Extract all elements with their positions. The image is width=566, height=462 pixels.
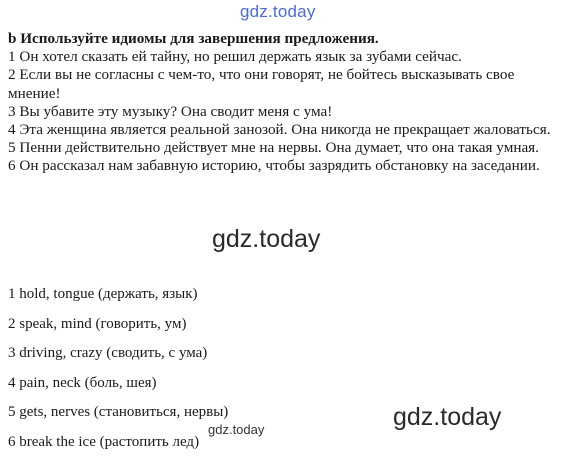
- answer-item-6: 6 break the ice (растопить лед): [8, 433, 560, 462]
- answer-item-2: 2 speak, mind (говорить, ум): [8, 315, 560, 345]
- watermark-middle: gdz.today: [212, 227, 320, 252]
- exercise-sentence-5: 5 Пенни действительно действует мне на нервы. Она думает, что она такая умная.: [8, 139, 560, 157]
- watermark-small: gdz.today: [208, 423, 264, 436]
- exercise-block: [8, 30, 560, 176]
- answer-item-3: 3 driving, crazy (сводить, с ума): [8, 344, 560, 374]
- watermark-bottom-right: gdz.today: [393, 405, 501, 430]
- exercise-heading: b Используйте идиомы для завершения предложения.: [8, 30, 560, 48]
- exercise-sentence-4: 4 Эта женщина является реальной занозой. Она никогда не прекращает жаловаться.: [8, 121, 560, 139]
- answer-item-1: 1 hold, tongue (держать, язык): [8, 285, 560, 315]
- exercise-sentence-6: 6 Он рассказал нам забавную историю, чтобы зазрядить обстановку на заседании.: [8, 157, 560, 175]
- exercise-sentence-1: 1 Он хотел сказать ей тайну, но решил держать язык за зубами сейчас.: [8, 48, 560, 66]
- exercise-sentence-2: 2 Если вы не согласны с чем-то, что они говорят, не бойтесь высказывать свое мнение!: [8, 66, 560, 102]
- answer-item-4: 4 pain, neck (боль, шея): [8, 374, 560, 404]
- watermark-top: gdz.today: [240, 3, 316, 20]
- answer-list: [8, 285, 560, 462]
- exercise-sentence-3: 3 Вы убавите эту музыку? Она сводит меня с ума!: [8, 103, 560, 121]
- answer-item-5: 5 gets, nerves (становиться, нервы): [8, 403, 560, 433]
